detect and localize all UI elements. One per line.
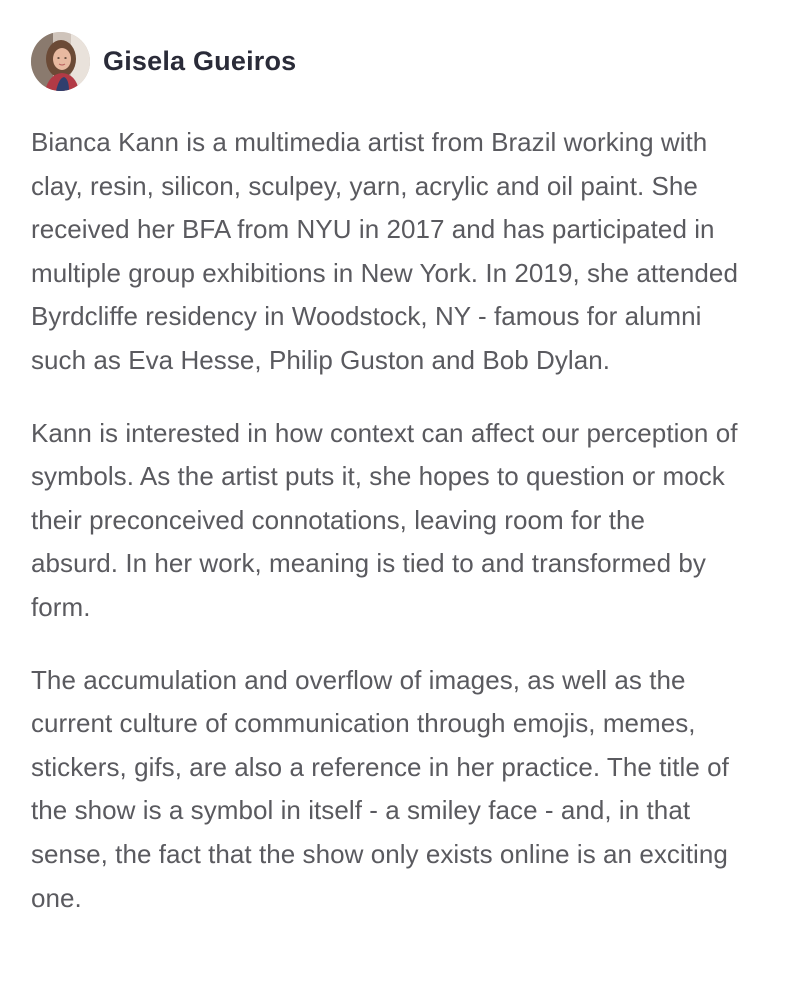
avatar-portrait-image bbox=[31, 32, 90, 91]
bio-paragraph-2: Kann is interested in how context can affect our perception of symbols. As the artist puts it, she hopes to question or mock their preconceived connotations, leaving room for the absurd. In her work, meaning is tied to and transformed by form. bbox=[31, 417, 738, 622]
artist-bio bbox=[31, 121, 738, 920]
author-byline bbox=[31, 30, 738, 92]
author-name[interactable]: Gisela Gueiros bbox=[103, 45, 297, 76]
bio-paragraph-3: The accumulation and overflow of images, as well as the current culture of communication through emojis, memes, stickers, gifs, are also a reference in her practice. The title of the show is a symbol in itself - a smiley face - and, in that sense, the fact that the show only exists online is an exciting one. bbox=[31, 664, 729, 913]
bio-paragraph-1: Bianca Kann is a multimedia artist from Brazil working with clay, resin, silicon, sculpey, yarn, acrylic and oil paint. She received her BFA from NYU in 2017 and has participated in multiple group exhibitions in New York. In 2019, she attended Byrdcliffe residency in Woodstock, NY - famous for alumni such as Eva Hesse, Philip Guston and Bob Dylan. bbox=[31, 127, 738, 375]
author-avatar[interactable] bbox=[31, 32, 90, 91]
